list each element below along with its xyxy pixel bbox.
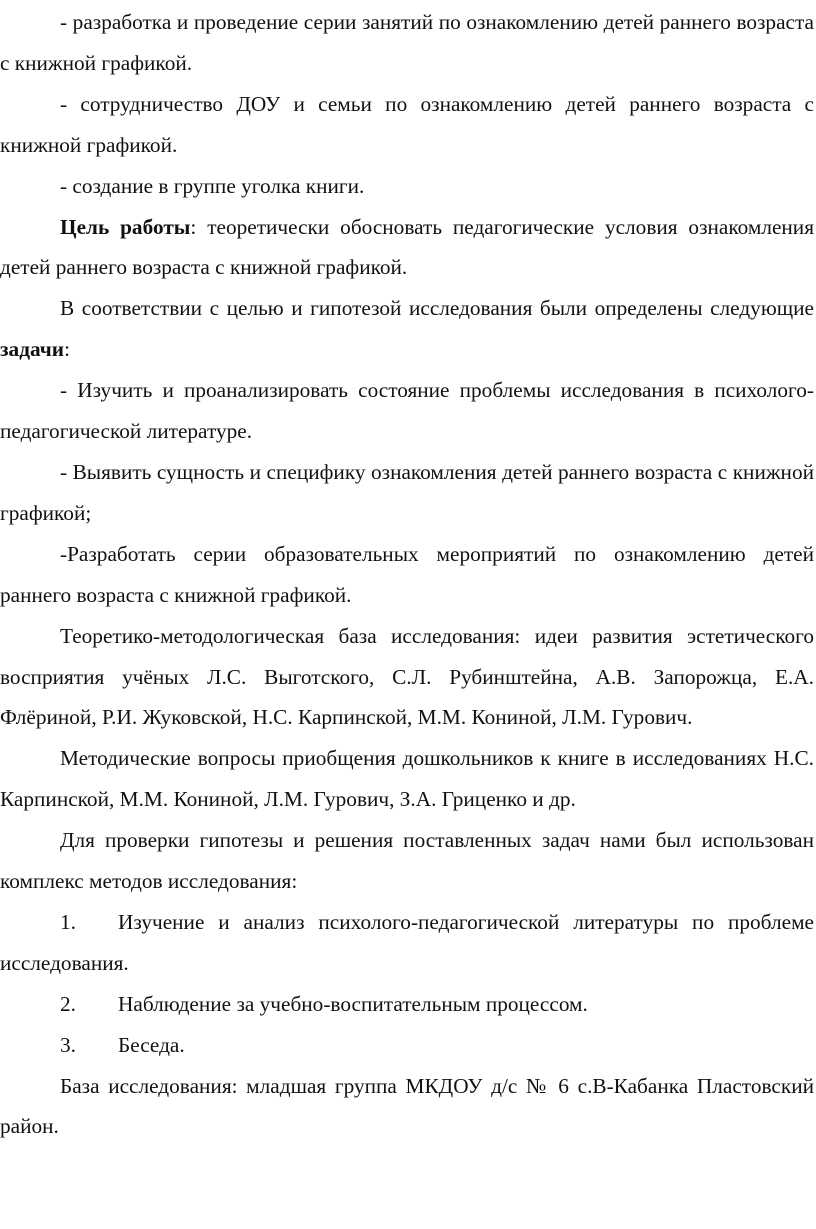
list-item-number: 3. — [60, 1032, 76, 1057]
paragraph-methodological-questions: Методические вопросы приобщения дошкольников к книге в исследованиях Н.С. Карпинской, М.М. Кониной, Л.М. Гурович, З.А. Гриценко и др. — [0, 746, 814, 812]
paragraph-goal — [0, 207, 814, 289]
goal-text: : теоретически обосновать педагогические условия ознакомления детей раннего возраста с книжной графикой. — [0, 214, 814, 280]
objectives-label: задачи — [0, 337, 65, 362]
paragraph-tasks-item-3: - создание в группе уголка книги. — [60, 173, 365, 198]
list-item-text: Наблюдение за учебно-воспитательным процессом. — [118, 991, 588, 1016]
objectives-intro-text: В соответствии с целью и гипотезой исследования были определены следующие — [60, 296, 814, 321]
paragraph-methodological-base: Теоретико-методологическая база исследования: идеи развития эстетического восприятия учёных Л.С. Выготского, С.Л. Рубинштейна, А.В. Запорожца, Е.А. Флёриной, Р.И. Жуковской, Н.С. Карпинской, М.М. Кониной, Л.М. Гурович. — [0, 623, 814, 730]
paragraph-objectives-intro — [0, 288, 814, 370]
paragraph-tasks-item-2: - сотрудничество ДОУ и семьи по ознакомлению детей раннего возраста с книжной графикой. — [0, 91, 814, 157]
goal-label: Цель работы — [60, 214, 191, 239]
paragraph-objective-2: - Выявить сущность и специфику ознакомления детей раннего возраста с книжной графикой; — [0, 459, 814, 525]
paragraph-methods-intro: Для проверки гипотезы и решения поставленных задач нами был использован комплекс методов исследования: — [0, 828, 814, 894]
list-item-number: 1. — [60, 909, 76, 934]
list-item-text: Беседа. — [118, 1032, 185, 1057]
paragraph-objective-1: - Изучить и проанализировать состояние проблемы исследования в психолого-педагогической литературе. — [0, 378, 814, 444]
paragraph-tasks-item-1: - разработка и проведение серии занятий по ознакомлению детей раннего возраста с книжной графикой. — [0, 10, 814, 75]
paragraph-research-base: База исследования: младшая группа МКДОУ д/с № 6 с.В-Кабанка Пластовский район. — [0, 1073, 814, 1139]
list-item — [0, 902, 814, 984]
list-item-text: Изучение и анализ психолого-педагогической литературы по проблеме исследования. — [0, 909, 814, 975]
list-item — [0, 984, 814, 1025]
paragraph-objective-3: -Разработать серии образовательных мероприятий по ознакомлению детей раннего возраста с книжной графикой. — [0, 541, 814, 607]
objectives-colon: : — [64, 337, 70, 362]
list-item — [0, 1025, 814, 1066]
list-item-number: 2. — [60, 991, 76, 1016]
